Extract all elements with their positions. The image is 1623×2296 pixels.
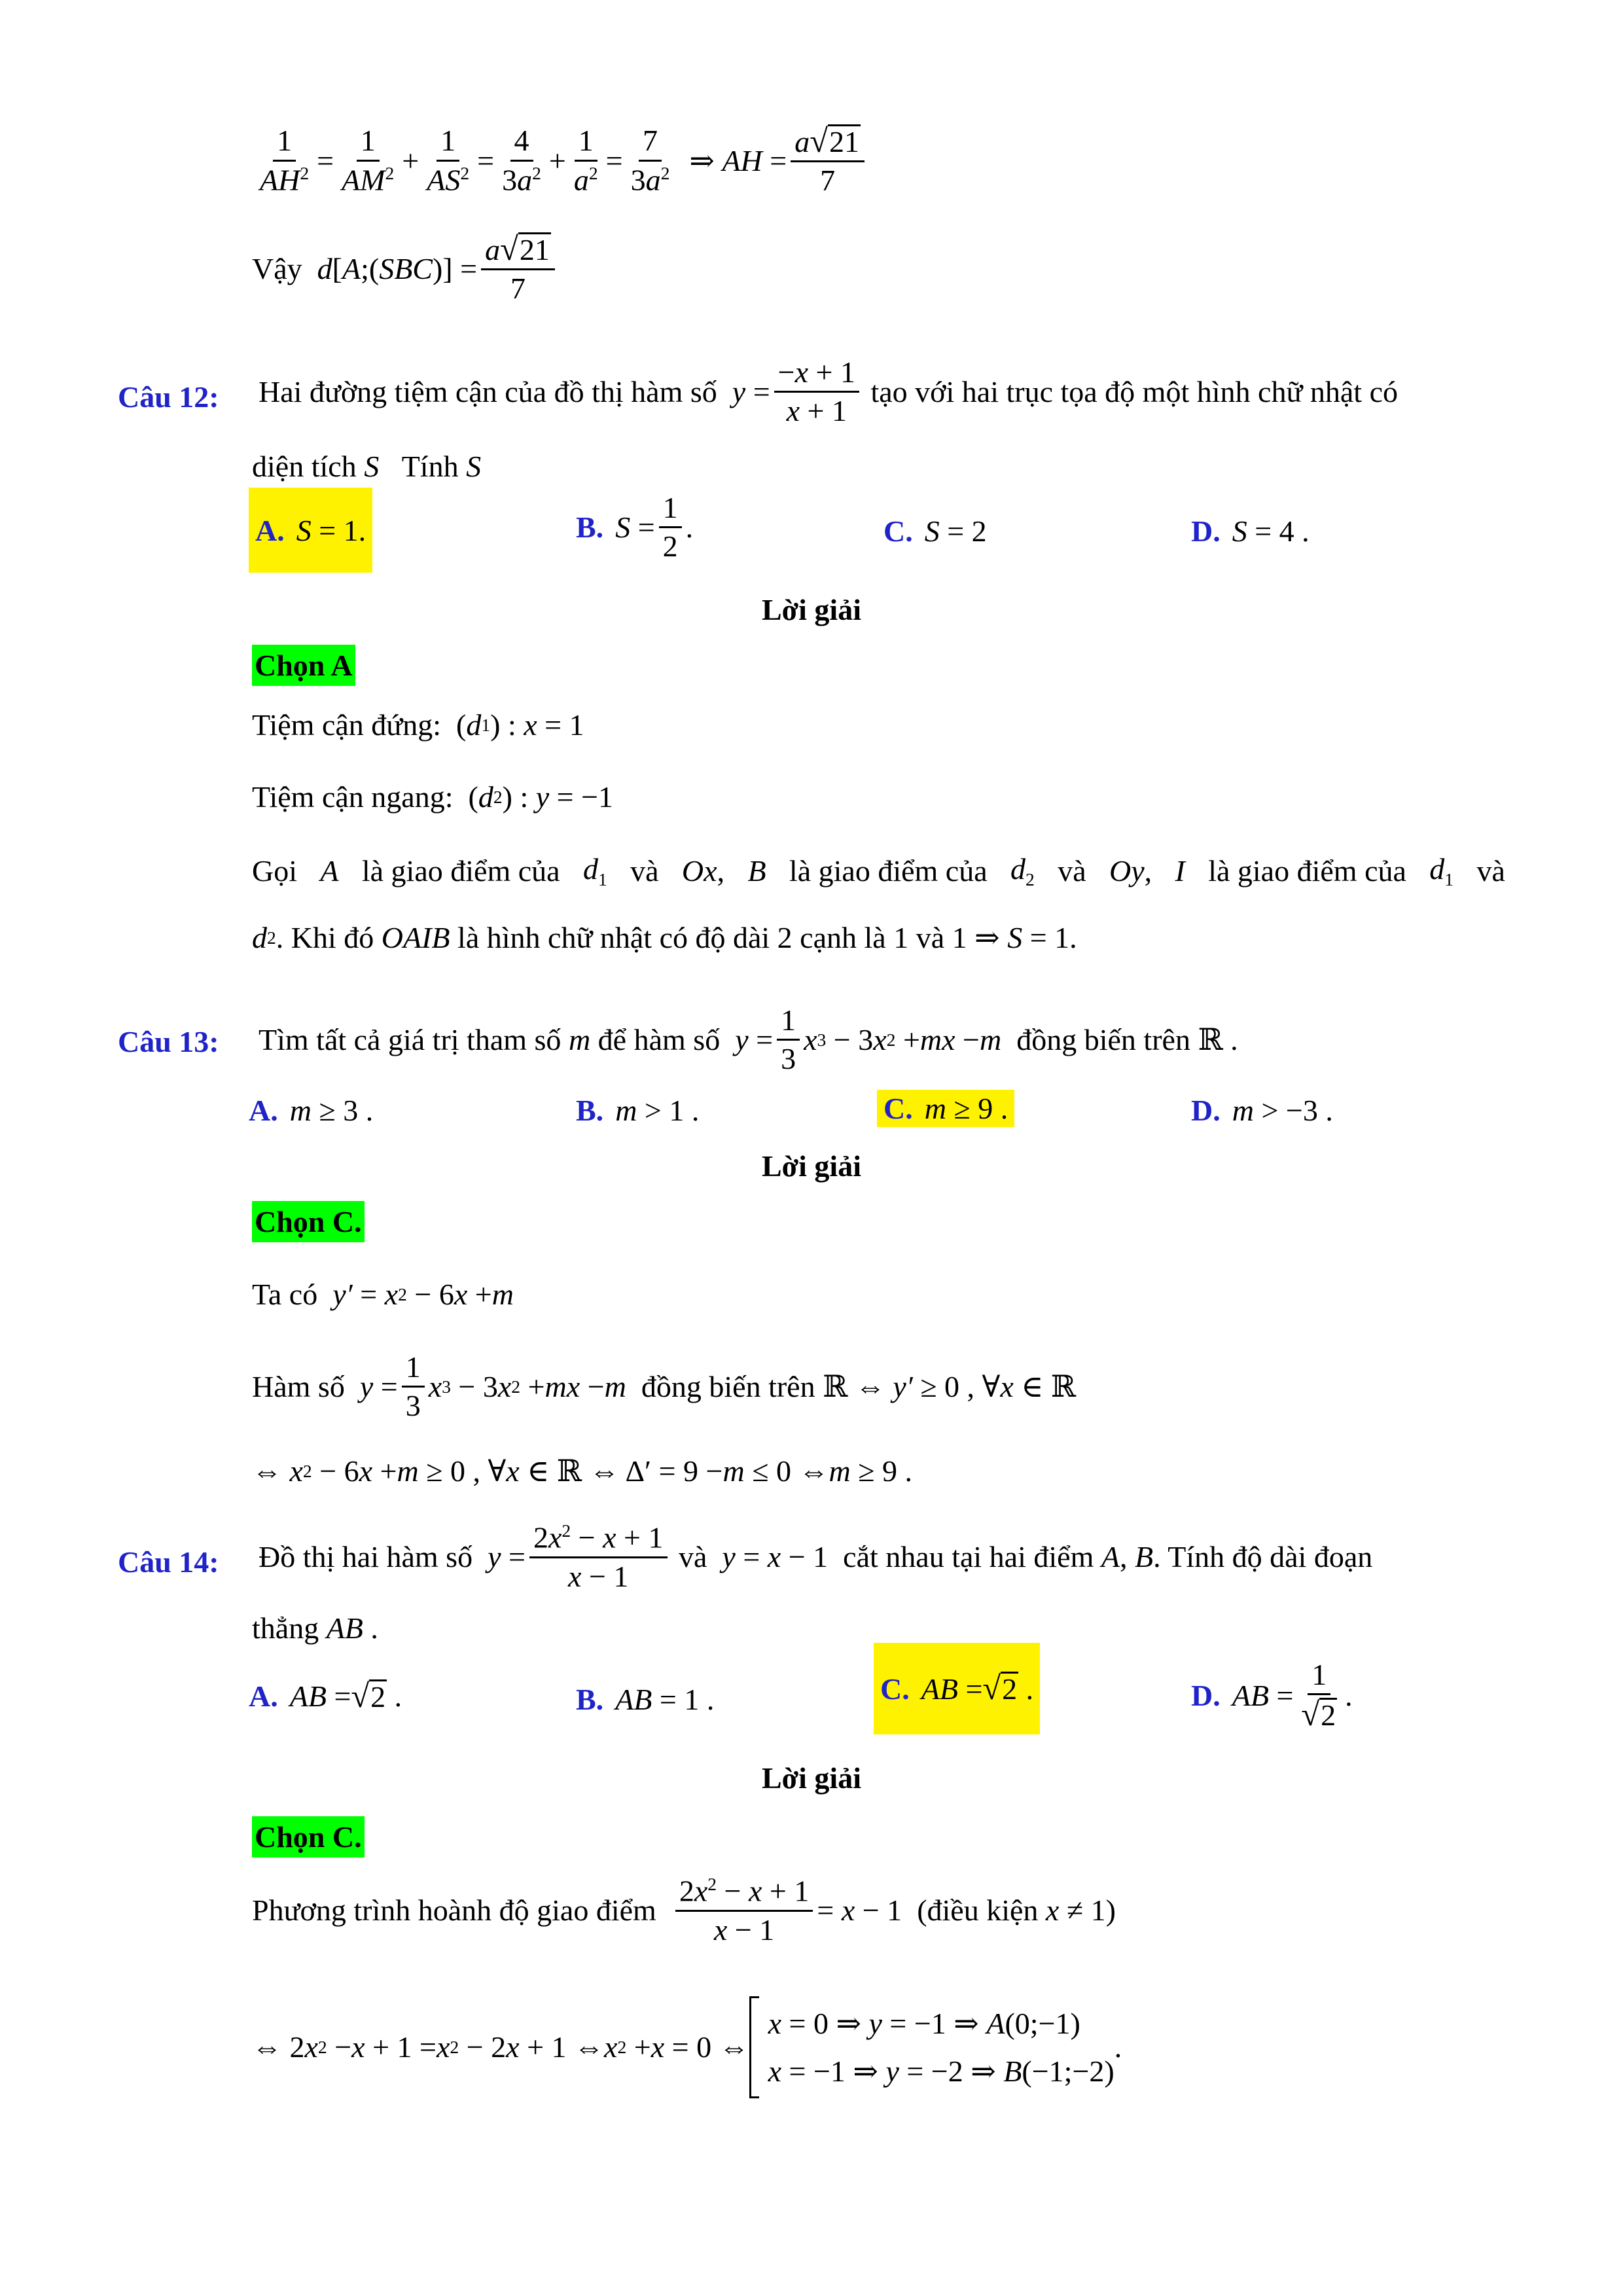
q14-option-c: C. AB = √ 2 .	[874, 1643, 1040, 1734]
q14-option-b: B. AB = 1 .	[576, 1683, 715, 1716]
q13-solution-heading: Lời giải	[762, 1149, 861, 1183]
conclusion-distance: Vậy d [ A ;( SBC )] = a √ 21 7	[252, 232, 559, 305]
conclusion-prefix: Vậy	[252, 251, 302, 285]
q12-option-b: B. S = $\frac{1}{2}$ .	[576, 491, 694, 564]
q14-chosen: Chọn C.	[252, 1816, 365, 1857]
q12-option-d: D. S = 4 .	[1191, 514, 1310, 548]
q12-solution-heading: Lời giải	[762, 593, 861, 626]
q13-option-d: D. m > −3 .	[1191, 1094, 1333, 1127]
question-14-text: Đồ thị hai hàm số y = $\frac{2x^2 - x + 1}{x - 1}$ và y = x − 1 cắt nhau tại hai điểm A , B . Tính độ dài đoạn	[259, 1520, 1373, 1593]
q12-option-a: A. S = 1.	[249, 488, 372, 573]
q12-option-c: C. S = 2	[883, 514, 987, 548]
question-13-text: Tìm tất cả giá trị tham số m để hàm số y = $\frac{1}{3}$ x 3 − 3 x 2 + mx − m đồng biến trên ℝ .	[259, 1003, 1238, 1076]
question-14-text-line2: thẳng AB .	[252, 1611, 378, 1645]
q12-horizontal-asymptote: Tiệm cận ngang: ( d 2 ) : y = −1	[252, 780, 614, 814]
q12-intersection-line: Gọi A là giao điểm của $d_1$ và Ox, B là giao điểm của $d_2$ và Oy, I là giao điểm của $d_1$ và	[252, 852, 1505, 890]
q14-option-d: D. AB = 1 √ 2 .	[1191, 1658, 1353, 1733]
q13-condition: Hàm số y = $\frac{1}{3}$ x 3 − 3 x 2 + mx − m đồng biến trên ℝ ⇔ y′ ≥ 0 , ∀ x ∈ ℝ	[252, 1350, 1077, 1423]
q13-option-b: B. m > 1 .	[576, 1094, 700, 1127]
question-12-text-line2: diện tích S Tính S	[252, 450, 482, 483]
q14-option-a: A. AB = √ 2 .	[249, 1677, 402, 1714]
q14-solution-heading: Lời giải	[762, 1761, 861, 1795]
q12-conclusion: d 2 . Khi đó OAIB là hình chữ nhật có độ dài 2 cạnh là 1 và 1 ⇒ S = 1.	[252, 921, 1077, 954]
q14-solving: ⇔ 2 x 2 − x + 1 = x 2 − 2 x + 1 ⇔ x 2 + x = 0 ⇔ x = 0 ⇒ y = −1 ⇒ A(0;−1) x = −1 ⇒ y = −2 ⇒ B(−1;−2) .	[252, 1996, 1122, 2098]
q13-final: ⇔ x 2 − 6 x + m ≥ 0 , ∀ x ∈ ℝ ⇔ Δ′ = 9 − m ≤ 0 ⇔ m ≥ 9 .	[252, 1454, 912, 1488]
question-12-label: Câu 12:	[118, 380, 219, 414]
q12-chosen: Chọn A	[252, 645, 355, 686]
q13-derivative: Ta có y′ = x 2 − 6 x + m	[252, 1278, 514, 1311]
q12-vertical-asymptote: Tiệm cận đứng: ( d 1 ) : x = 1	[252, 708, 584, 742]
question-14-label: Câu 14:	[118, 1545, 219, 1579]
question-12-text: Hai đường tiệm cận của đồ thị hàm số y = $\frac{-x + 1}{x + 1}$ tạo với hai trục tọa độ một hình chữ nhật có	[259, 355, 1398, 428]
equation-ah: $\frac{1}{AH^2}$ = $\frac{1}{AM^2}$ + $\frac{1}{AS^2}$ = $\frac{4}{3a^2}$ + $\frac{1}{a^2}$ = $\frac{7}{3a^2}$ ⇒ AH = a √ 21 7	[252, 124, 868, 197]
q14-intersection-equation: Phương trình hoành độ giao điểm $\frac{2x^2 - x + 1}{x - 1}$ = x − 1 (điều kiện x ≠ 1)	[252, 1874, 1116, 1946]
q13-option-a: A. m ≥ 3 .	[249, 1094, 374, 1127]
question-13-label: Câu 13:	[118, 1025, 219, 1058]
solution-system: x = 0 ⇒ y = −1 ⇒ A(0;−1) x = −1 ⇒ y = −2 ⇒ B(−1;−2)	[749, 1996, 1115, 2098]
q13-chosen: Chọn C.	[252, 1201, 365, 1242]
q13-option-c: C. m ≥ 9 .	[877, 1090, 1014, 1127]
